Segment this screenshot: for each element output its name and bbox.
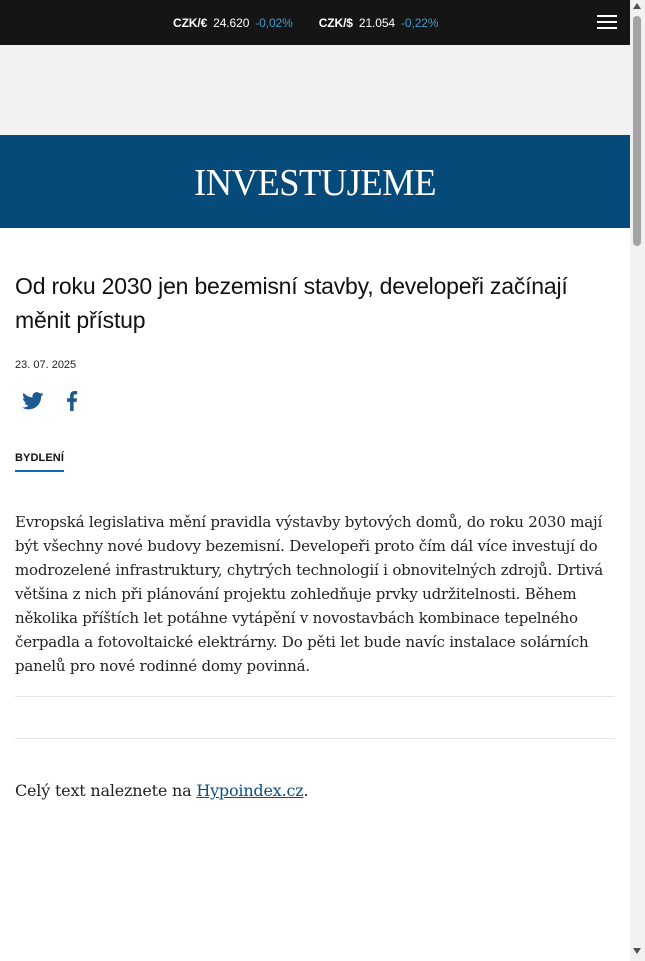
twitter-icon[interactable]	[22, 392, 44, 410]
ticker-items	[173, 0, 438, 45]
currency-ticker-bar	[0, 0, 630, 45]
source-prefix: Celý text naleznete na	[15, 781, 197, 800]
article	[0, 269, 630, 800]
ad-placeholder	[0, 45, 630, 135]
scroll-down-arrow-icon[interactable]	[633, 948, 641, 954]
scrollbar[interactable]	[630, 0, 645, 961]
hamburger-menu-icon[interactable]	[597, 12, 617, 32]
source-note	[15, 781, 615, 800]
quote-value: 21.054	[358, 15, 395, 30]
scrollbar-thumb[interactable]	[633, 16, 641, 246]
quote-czk-usd[interactable]	[319, 16, 439, 30]
category-tag[interactable]: BYDLENÍ	[15, 452, 64, 472]
site-logo[interactable]: INVESTUJEME	[194, 161, 436, 204]
source-link[interactable]: Hypoindex.cz	[196, 781, 304, 800]
quote-czk-eur[interactable]	[173, 16, 293, 30]
article-headline: Od roku 2030 jen bezemisní stavby, developeři začínají měnit přístup	[15, 273, 568, 333]
divider	[15, 738, 615, 739]
quote-pair: CZK/$	[318, 15, 353, 30]
divider	[15, 696, 615, 697]
article-body: Evropská legislativa mění pravidla výstavby bytových domů, do roku 2030 mají být všechny nové budovy bezemisní. Developeři proto čím dál více investují do modrozelené infrastruktury, chytrých technologií i obnovitelných zdrojů. Drtivá většina z nich při plánování projektu zohledňuje prvky udržitelnosti. Během několika příštích let potáhne vytápění v novostavbách kombinace tepelného čerpadla a fotovoltaické elektrárny. Do pěti let bude navíc instalace solárních panelů pro nové rodinné domy povinná.	[15, 513, 603, 675]
source-suffix: .	[303, 781, 309, 800]
quote-change: -0,02%	[255, 15, 293, 30]
quote-pair: CZK/€	[173, 15, 208, 30]
scroll-up-arrow-icon[interactable]	[633, 3, 641, 9]
tag-wrap	[15, 448, 615, 472]
share-buttons	[15, 388, 615, 414]
facebook-icon[interactable]	[66, 391, 78, 411]
article-date: 23. 07. 2025	[15, 359, 77, 371]
quote-change: -0,22%	[400, 15, 439, 30]
quote-value: 24.620	[213, 15, 250, 30]
menu-line	[597, 21, 617, 23]
menu-line	[597, 27, 617, 29]
menu-line	[597, 15, 617, 17]
brand-banner	[0, 135, 630, 228]
